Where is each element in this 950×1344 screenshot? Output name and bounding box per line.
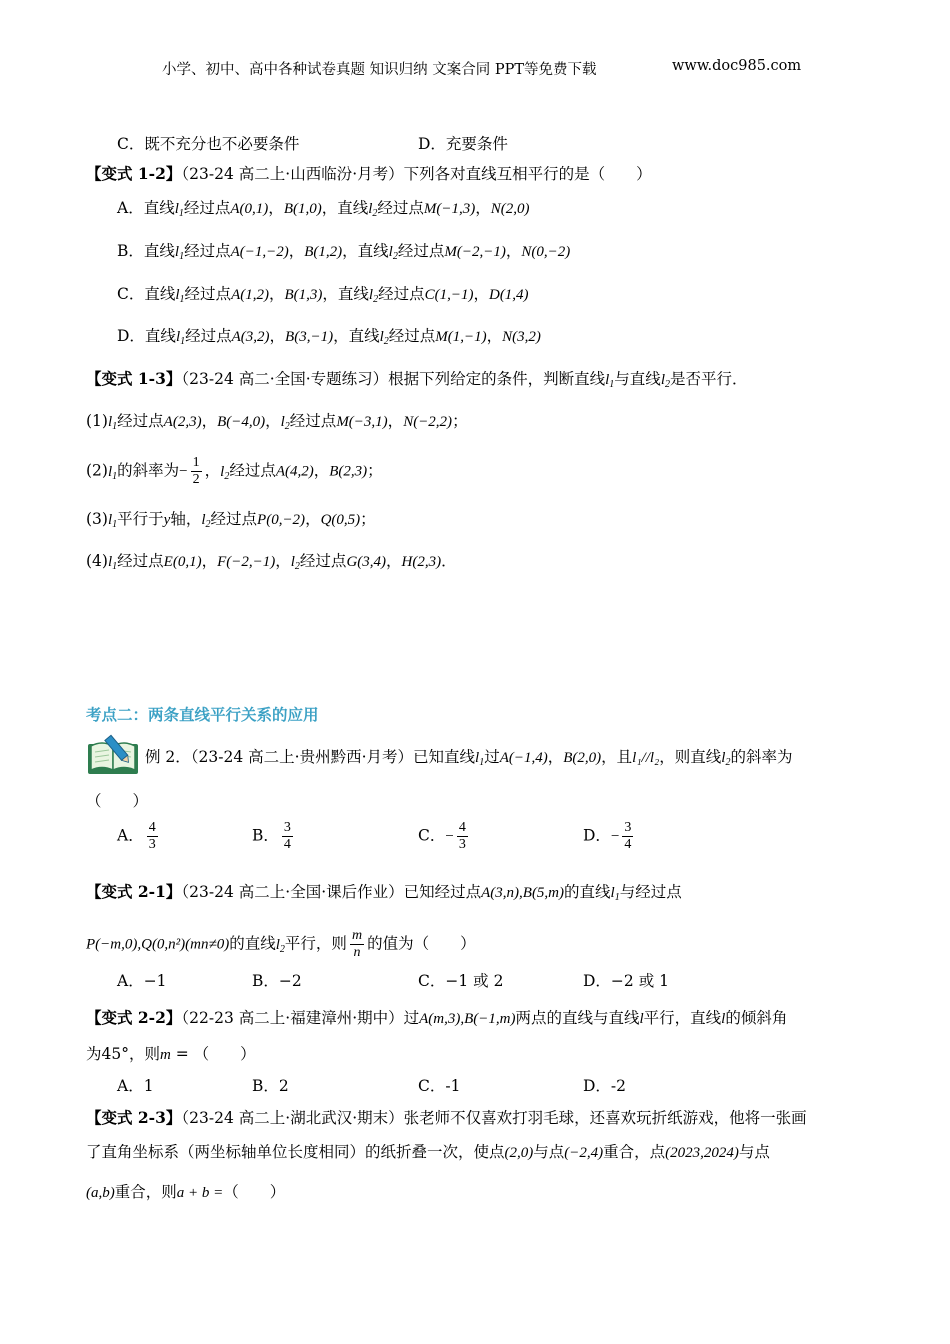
point: P(0,−2) (257, 512, 306, 528)
example-2-stem: 例 2．（23-24 高二上·贵州黔西·月考）已知直线$l_1$过A(−1,4)，B(2,0)，且l₁//l₂，则直线$l_2$的斜率为 (145, 748, 793, 768)
variant-2-2-option-d: D．-2 (583, 1077, 627, 1095)
text: （22-23 高二上·福建漳州·期中）过 (181, 1009, 420, 1027)
text: = （ ） (170, 1045, 256, 1063)
text: ，且 (601, 748, 633, 766)
denominator: 3 (458, 837, 466, 852)
prev-option-d: D．充要条件 (418, 135, 508, 153)
variant-2-2-line-2 (86, 1043, 256, 1066)
text: 经过点 (397, 242, 445, 260)
point: N(2,0) (490, 201, 530, 217)
book-pencil-icon (86, 732, 142, 776)
text: （23-24 高二上·湖北武汉·期末）张老师不仅喜欢打羽毛球，还喜欢玩折纸游戏，他将一张画 (181, 1109, 807, 1127)
text: 与直线 (614, 370, 661, 388)
item-number: (2) (86, 461, 108, 480)
denominator: 4 (624, 837, 632, 852)
point: (a,b) (86, 1185, 115, 1201)
text: 经过点 (377, 199, 424, 217)
fraction (622, 820, 633, 853)
text: 的直线 (229, 934, 276, 953)
example-2-option-d (583, 820, 636, 853)
variant-2-1-option-b: B．−2 (252, 972, 302, 990)
text: 与点 (533, 1143, 565, 1161)
variant-2-2-option-b: B．2 (252, 1077, 289, 1095)
numerator: 3 (624, 820, 632, 835)
variant-2-2-line-1 (86, 1007, 787, 1030)
point: B(1,2) (304, 244, 343, 260)
text: 的斜率为 (730, 748, 793, 766)
point: A(4,2) (275, 463, 314, 480)
point: M(−3,1) (336, 414, 388, 430)
variant-1-2-option-c: C．直线$l_1$经过点A(1,2)，B(1,3)，直线$l_2$经过点C(1,−1)，D(1,4) (117, 285, 529, 305)
variant-2-1-option-d: D．−2 或 1 (583, 972, 669, 990)
text: ，直线 (322, 285, 369, 303)
sign: − (610, 828, 620, 845)
point: A(−1,−2) (230, 244, 289, 260)
denominator: 3 (148, 837, 156, 852)
option-label: C． (418, 826, 446, 845)
point: M(−1,3) (423, 201, 476, 217)
item-number: (4) (86, 552, 108, 570)
point: (−2,4) (564, 1145, 604, 1161)
point: M(1,−1) (435, 329, 487, 345)
text: 的斜率为 (117, 461, 180, 480)
example-2-paren: （ ） (86, 792, 149, 810)
point: B(1,3) (284, 287, 323, 303)
variant-2-3-line-1 (86, 1107, 807, 1129)
line-var: l (639, 1011, 644, 1027)
text: 的倾斜角 (725, 1009, 788, 1027)
sign: − (445, 828, 454, 845)
text: 重合，则 (114, 1183, 177, 1201)
variant-1-2-option-d: D．直线$l_1$经过点A(3,2)，B(3,−1)，直线$l_2$经过点M(1,−1)，N(3,2) (117, 327, 541, 347)
option-label: A．直线 (117, 199, 175, 217)
text: ，则直线 (659, 748, 722, 766)
option-label: A． (117, 826, 144, 845)
text: ，直线 (342, 242, 389, 260)
text: （23-24 高二上·全国·课后作业）已知经过点 (181, 883, 482, 901)
text: 经过点 (229, 461, 276, 480)
option-label: D． (583, 826, 611, 845)
variant-1-2-option-b: B．直线$l_1$经过点A(−1,−2)，B(1,2)，直线$l_2$经过点M(−2,−1)，N(0,−2) (117, 242, 571, 262)
text: 为45°，则 (86, 1045, 160, 1063)
option-label: D．直线 (117, 327, 176, 345)
text: ，直线 (321, 199, 369, 217)
text: 经过点 (117, 552, 164, 570)
variant-1-3-item-4: $(4)l_1$经过点E(0,1)，F(−2,−1)，$l_2$经过点G(3,4)，H(2,3)． (86, 552, 457, 572)
text: 经过点 (388, 327, 436, 345)
numerator: 4 (458, 820, 466, 835)
point: (2023,2024) (665, 1145, 739, 1161)
text: 平行，则 (284, 934, 347, 953)
denominator: 2 (192, 472, 200, 487)
variant-tag: 【变式 2-3】 (86, 1108, 182, 1127)
numerator: 4 (148, 820, 156, 835)
numerator: m (351, 928, 363, 943)
variant-1-3-item-2: $(2)l_1$的斜率为− $\frac{1}{2}$ ，$l_2$经过点A(4,2)，B(2,3)； (86, 455, 383, 487)
fraction (191, 455, 202, 488)
variant-1-3-item-1: $(1)l_1$经过点A(2,3)，B(−4,0)，$l_2$经过点M(−3,1)，N(−2,2)； (86, 412, 468, 432)
item-number: (3) (86, 510, 108, 528)
text: 重合，点 (603, 1143, 666, 1161)
variant-2-2-option-a: A．1 (117, 1077, 154, 1095)
example-2-option-c (418, 820, 471, 853)
point: A(3,2) (231, 329, 270, 345)
point: C(1,−1) (424, 287, 474, 303)
example-2-option-a (117, 820, 161, 853)
variant-2-2-option-c: C．-1 (418, 1077, 461, 1095)
point: N(0,−2) (521, 244, 571, 260)
stem-text: （23-24 高二上·山西临汾·月考）下列各对直线互相平行的是（ ） (181, 165, 652, 183)
variant-1-2-option-a: A．直线$l_1$经过点A(0,1)，B(1,0)，直线$l_2$经过点M(−1,3)，N(2,0) (117, 199, 530, 219)
text: 与经过点 (619, 883, 682, 901)
text: 与点 (738, 1143, 770, 1161)
fraction (457, 820, 468, 853)
numerator: 1 (192, 455, 200, 470)
variant-2-1-option-c: C．−1 或 2 (418, 972, 504, 990)
variant-1-3-stem: 【变式 1-3】（23-24 高二·全国·专题练习）根据下列给定的条件，判断直线$l_1$与直线$l_2$是否平行． (86, 369, 748, 390)
point: B(−4,0) (217, 414, 266, 430)
point: A(0,1) (230, 201, 269, 217)
text: 经过点 (378, 285, 425, 303)
variant-2-1-line-1: 【变式 2-1】（23-24 高二上·全国·课后作业）已知经过点A(3,n),B(5,m)的直线$l_1$与经过点 (86, 882, 682, 903)
text: 平行于 (117, 510, 164, 528)
var: m (159, 1047, 171, 1063)
points: A(m,3),B(−1,m) (419, 1011, 516, 1027)
point: F(−2,−1) (217, 554, 276, 570)
text: 轴， (170, 510, 202, 528)
item-number: (1) (86, 412, 108, 430)
points: A(3,n),B(5,m) (481, 885, 565, 901)
point: B(2,0) (563, 750, 602, 766)
point: M(−2,−1) (444, 244, 506, 260)
point: D(1,4) (488, 287, 529, 303)
text: 经过点 (289, 412, 337, 430)
option-label: C．直线 (117, 285, 176, 303)
text: （23-24 高二·全国·专题练习）根据下列给定的条件，判断直线 (181, 370, 606, 388)
fraction (282, 820, 293, 853)
text: ； (452, 412, 468, 430)
numerator: 3 (283, 820, 291, 835)
text: 经过点 (117, 412, 164, 430)
text: 例 2．（23-24 高二上·贵州黔西·月考）已知直线 (145, 748, 476, 766)
variant-1-2-stem (86, 163, 652, 185)
variant-2-3-line-2 (86, 1141, 770, 1164)
point: G(3,4) (346, 554, 387, 570)
point: H(2,3) (401, 554, 442, 570)
text: （ ） (223, 1183, 286, 1201)
text: 是否平行． (669, 370, 748, 388)
text: 经过点 (185, 327, 232, 345)
variant-tag: 【变式 1-3】 (86, 369, 182, 388)
text: 平行，直线 (643, 1009, 722, 1027)
option-label: B．直线 (117, 242, 175, 260)
text: 过 (484, 748, 500, 766)
text: ，直线 (333, 327, 380, 345)
point: E(0,1) (163, 554, 202, 570)
point: N(3,2) (502, 329, 541, 345)
point: (2,0) (504, 1145, 534, 1161)
point: B(3,−1) (285, 329, 334, 345)
header-right[interactable]: www.doc985.com (672, 58, 802, 74)
parallel-expr: l₁//l₂ (632, 750, 660, 766)
header-left: 小学、初中、高中各种试卷真题 知识归纳 文案合同 PPT等免费下载 (162, 62, 597, 78)
point: A(−1,4) (499, 750, 548, 766)
expression: a + b = (176, 1185, 224, 1201)
point: A(2,3) (163, 414, 202, 430)
text: 经过点 (210, 510, 258, 528)
text: ． (441, 552, 457, 570)
example-2-option-b (252, 820, 296, 853)
point: N(−2,2) (403, 414, 453, 430)
text: 经过点 (183, 199, 231, 217)
denominator: 4 (283, 837, 291, 852)
text: 的值为（ ） (367, 934, 476, 953)
points: P(−m,0),Q(0,n²)(mn≠0) (86, 936, 230, 953)
text: 的直线 (564, 883, 611, 901)
text: 经过点 (184, 242, 231, 260)
prev-option-c: C．既不充分也不必要条件 (117, 135, 300, 153)
text: 两点的直线与直线 (515, 1009, 640, 1027)
fraction (147, 820, 158, 853)
line-var: l (721, 1011, 726, 1027)
sign: − (179, 463, 188, 480)
denominator: n (353, 945, 361, 960)
point: A(1,2) (231, 287, 269, 303)
variant-2-3-line-3 (86, 1181, 285, 1204)
axis-var: y (163, 512, 171, 528)
point: Q(0,5) (320, 512, 361, 528)
text: 经过点 (184, 285, 232, 303)
text: ； (367, 461, 383, 480)
variant-tag: 【变式 1-2】 (86, 164, 182, 183)
point: B(1,0) (283, 201, 322, 217)
point: B(2,3) (329, 463, 368, 480)
option-label: B． (252, 826, 279, 845)
text: 了直角坐标系（两坐标轴单位长度相同）的纸折叠一次，使点 (86, 1143, 505, 1161)
text: 经过点 (299, 552, 347, 570)
section-heading: 考点二：两条直线平行关系的应用 (86, 706, 319, 724)
variant-2-1-option-a: A．−1 (117, 972, 167, 990)
variant-tag: 【变式 2-2】 (86, 1008, 182, 1027)
fraction (350, 928, 364, 961)
variant-tag: 【变式 2-1】 (86, 882, 182, 901)
variant-2-1-line-2: P(−m,0),Q(0,n²)(mn≠0)的直线$l_2$平行，则 $\frac{m}{n}$ 的值为（ ） (86, 928, 476, 960)
variant-1-3-item-3: $(3)l_1$平行于y轴，$l_2$经过点P(0,−2)，Q(0,5)； (86, 510, 376, 530)
text: ； (360, 510, 376, 528)
